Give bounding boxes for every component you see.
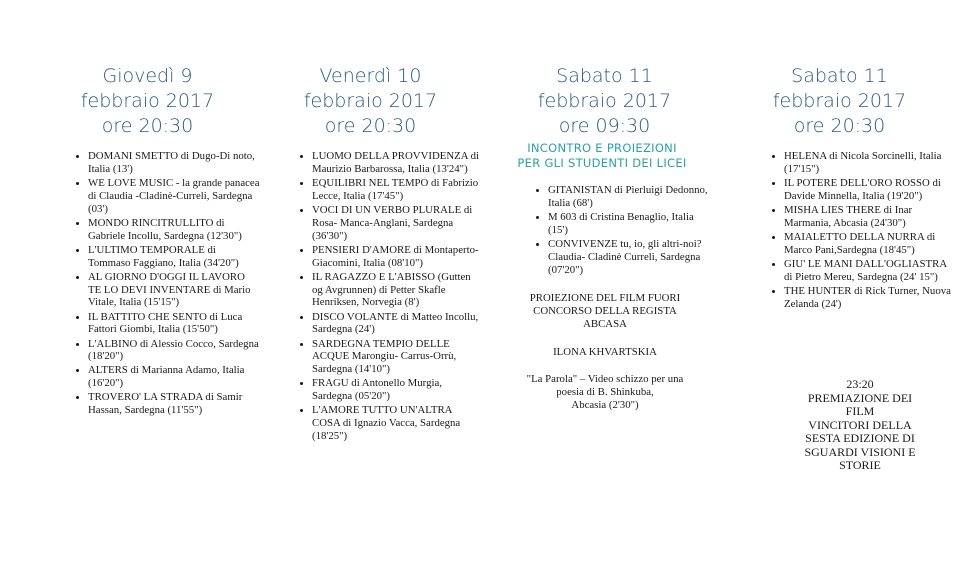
list-item: • WE LOVE MUSIC - la grande panacea di Claudia -Cladinè-Curreli, Sardegna (03') <box>88 177 260 215</box>
list-item: • MAIALETTO DELLA NURRA di Marco Pani,Sardegna (18'45") <box>784 231 956 257</box>
day2-film-list <box>296 150 482 444</box>
list-item: • M 603 di Cristina Benaglio, Italia (15') <box>548 211 710 237</box>
day1-heading <box>60 64 235 139</box>
day3-morning-film-list <box>532 184 710 278</box>
list-item: • PENSIERI D'AMORE di Montaperto- Giacomini, Italia (08'10") <box>312 244 482 270</box>
list-item: • L'ALBINO di Alessio Cocco, Sardegna (18'20") <box>88 338 260 364</box>
day2-heading-month: febbraio 2017 <box>303 90 438 112</box>
day2-heading-day: Venerdì 10 <box>319 65 422 87</box>
list-item: • LUOMO DELLA PROVVIDENZA di Maurizio Barbarossa, Italia (13'24") <box>312 150 482 176</box>
awards-line4: SESTA EDIZIONE DI <box>805 431 915 445</box>
list-item: • L'AMORE TUTTO UN'ALTRA COSA di Ignazio Vacca, Sardegna (18'25") <box>312 404 482 442</box>
day3-heading-time: ore 09:30 <box>558 115 651 137</box>
awards-line2: FILM <box>845 404 875 418</box>
list-item: • CONVIVENZE tu, io, gli altri-noi? Claudia- Cladinè Curreli, Sardegna (07'20") <box>548 238 710 276</box>
director-name <box>505 346 705 359</box>
list-item: • TROVERO' LA STRADA di Samir Hassan, Sardegna (11'55") <box>88 391 260 417</box>
special-screening-line3: ABCASA <box>583 317 627 330</box>
awards-line5: SGUARDI VISIONI E <box>804 444 916 459</box>
list-item: • DOMANI SMETTO di Dugo-Di noto, Italia (13') <box>88 150 260 176</box>
list-item: • AL GIORNO D'OGGI IL LAVORO TE LO DEVI INVENTARE di Mario Vitale, Italia (15'15") <box>88 271 260 309</box>
day3-heading-month: febbraio 2017 <box>537 90 672 112</box>
list-item: • DISCO VOLANTE di Matteo Incollu, Sardegna (24') <box>312 311 482 337</box>
list-item: • HELENA di Nicola Sorcinelli, Italia (17'15") <box>784 150 956 176</box>
awards-ceremony <box>770 378 950 473</box>
awards-line3: VINCITORI DELLA <box>808 417 912 432</box>
list-item: • VOCI DI UN VERBO PLURALE di Rosa- Manca-Anglani, Sardegna (36'30") <box>312 204 482 242</box>
day1-heading-day: Giovedì 9 <box>102 65 193 87</box>
list-item: • MONDO RINCITRULLITO di Gabriele Incollu, Sardegna (12'30") <box>88 217 260 243</box>
list-item: • GITANISTAN di Pierluigi Dedonno, Italia (68') <box>548 184 710 210</box>
students-subheading-line2: PER GLI STUDENTI DEI LICEI <box>517 156 687 170</box>
day3-evening-heading <box>752 64 927 139</box>
day1-heading-time: ore 20:30 <box>101 115 194 137</box>
day4-heading-month: febbraio 2017 <box>772 90 907 112</box>
day3-morning-heading <box>517 64 692 139</box>
list-item: • MISHA LIES THERE di Inar Marmania, Abcasia (24'30") <box>784 204 956 230</box>
list-item: • GIU' LE MANI DALL'OGLIASTRA di Pietro Mereu, Sardegna (24' 15") <box>784 258 956 284</box>
awards-time: 23:20 <box>846 377 874 391</box>
special-film-info <box>505 373 705 411</box>
list-item: • FRAGU di Antonello Murgia, Sardegna (05'20") <box>312 377 482 403</box>
director-name-text: ILONA KHVARTSKIA <box>553 346 657 358</box>
day3-heading-day: Sabato 11 <box>556 65 653 87</box>
list-item: • SARDEGNA TEMPIO DELLE ACQUE Marongiu- Carrus-Orrù, Sardegna (14'10") <box>312 338 482 376</box>
list-item: • THE HUNTER di Rick Turner, Nuova Zelanda (24') <box>784 285 956 311</box>
day1-heading-month: febbraio 2017 <box>80 90 215 112</box>
list-item: • EQUILIBRI NEL TEMPO di Fabrizio Lecce, Italia (17'45") <box>312 177 482 203</box>
special-film-line2: poesia di B. Shinkuba, <box>556 385 654 398</box>
awards-line1: PREMIAZIONE DEI <box>807 390 913 405</box>
day1-film-list <box>72 150 260 418</box>
day4-heading-time: ore 20:30 <box>793 115 886 137</box>
students-subheading <box>497 141 707 171</box>
special-screening-line1: PROIEZIONE DEL FILM FUORI <box>529 292 681 304</box>
list-item: • IL POTERE DELL'ORO ROSSO di Davide Minnella, Italia (19'20") <box>784 177 956 203</box>
day3-evening-film-list <box>768 150 956 312</box>
awards-line6: STORIE <box>839 458 881 472</box>
special-film-line1: "La Parola" – Video schizzo per una <box>526 373 684 385</box>
special-screening-title <box>505 292 705 330</box>
students-subheading-line1: INCONTRO E PROIEZIONI <box>527 141 677 155</box>
list-item: • IL RAGAZZO E L'ABISSO (Gutten og Avgrunnen) di Petter Skafle Henriksen, Norvegia (8') <box>312 271 482 309</box>
list-item: • L'ULTIMO TEMPORALE di Tommaso Faggiano, Italia (34'20") <box>88 244 260 270</box>
list-item: • IL BATTITO CHE SENTO di Luca Fattori Giombi, Italia (15'50") <box>88 311 260 337</box>
day2-heading <box>283 64 458 139</box>
day4-heading-day: Sabato 11 <box>791 65 888 87</box>
list-item: • ALTERS di Marianna Adamo, Italia (16'20") <box>88 364 260 390</box>
special-film-line3: Abcasia (2'30") <box>571 398 639 411</box>
special-screening-line2: CONCORSO DELLA REGISTA <box>533 304 677 317</box>
day2-heading-time: ore 20:30 <box>324 115 417 137</box>
